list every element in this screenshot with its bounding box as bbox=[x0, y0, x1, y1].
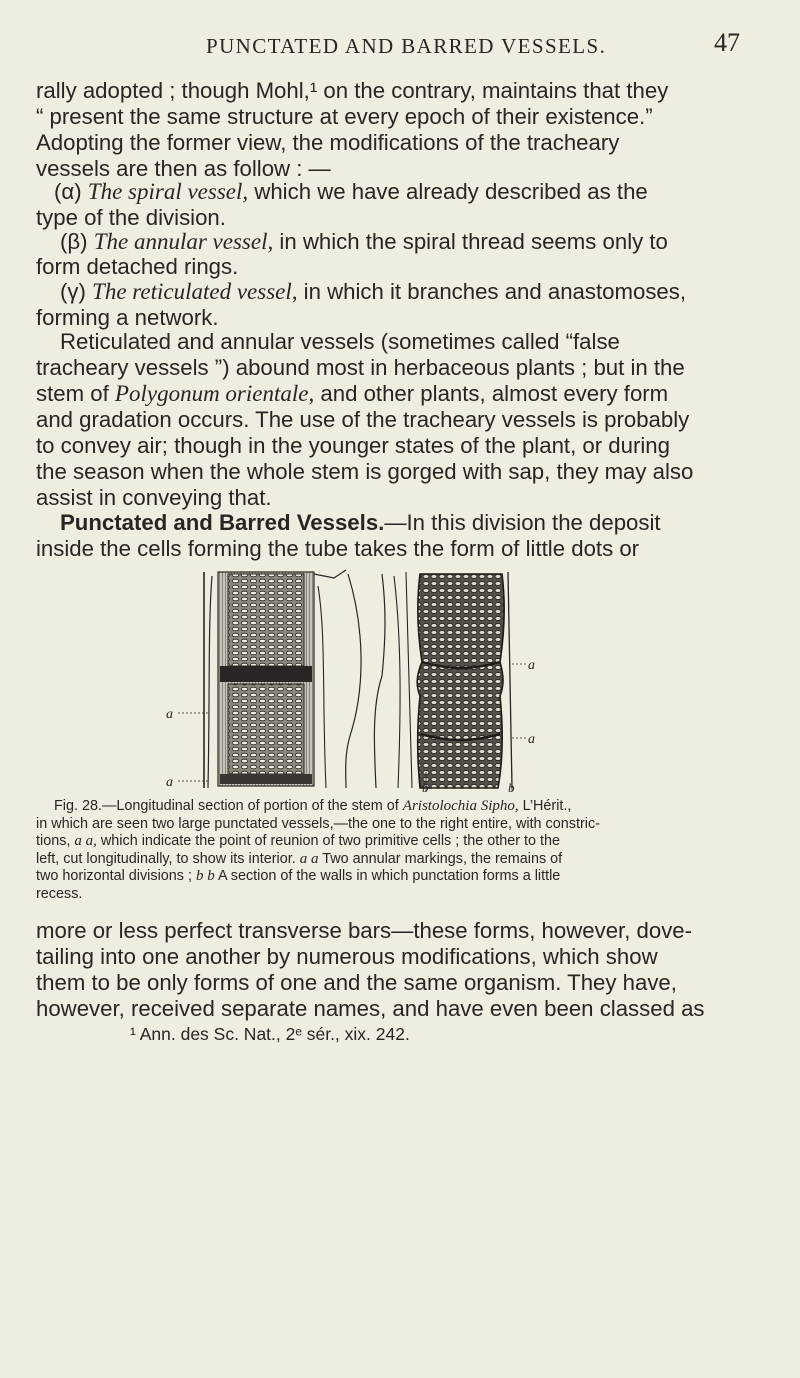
text-span: which we have already described as the bbox=[254, 179, 648, 204]
list-marker: (α) bbox=[54, 179, 82, 204]
text-span: in which it branches and anastomoses, bbox=[303, 279, 687, 304]
header-title: PUNCTATED AND BARRED VESSELS. bbox=[206, 34, 607, 58]
text-span: Fig. 28.—Longitudinal section of portion of the stem of bbox=[54, 798, 399, 814]
page-number: 47 bbox=[714, 28, 740, 57]
text-span: L’Hérit., bbox=[522, 798, 572, 814]
caption-line bbox=[36, 833, 560, 851]
italic-term: The spiral vessel, bbox=[87, 179, 249, 204]
caption-line: recess. bbox=[36, 885, 83, 902]
italic-term: Polygonum orientale, bbox=[114, 381, 315, 406]
list-item-alpha bbox=[54, 179, 648, 205]
caption-line bbox=[36, 868, 560, 886]
text-span: A section of the walls in which punctation forms a little bbox=[217, 868, 561, 884]
list-marker: (γ) bbox=[60, 279, 86, 304]
label-b-right: b bbox=[508, 780, 515, 794]
label-b-left: b bbox=[422, 780, 429, 794]
italic-term: The reticulated vessel, bbox=[92, 279, 298, 304]
text-line: assist in conveying that. bbox=[36, 485, 272, 510]
text-span: stem of bbox=[36, 381, 109, 406]
text-line: and gradation occurs. The use of the tracheary vessels is probably bbox=[36, 407, 690, 432]
label-a-right-upper: a bbox=[528, 658, 535, 673]
label-a-left-lower: a bbox=[166, 775, 173, 790]
left-vessel-upper-punctation bbox=[228, 574, 304, 666]
text-span: left, cut longitudinally, to show its interior. bbox=[36, 850, 296, 867]
figure-28-illustration bbox=[150, 566, 680, 794]
text-span: tions, bbox=[36, 833, 71, 849]
text-span: two horizontal divisions ; bbox=[36, 868, 192, 884]
text-line: the season when the whole stem is gorged with sap, they may also bbox=[36, 459, 694, 484]
text-line bbox=[36, 381, 668, 407]
text-line: inside the cells forming the tube takes the form of little dots or bbox=[36, 536, 640, 561]
caption-line bbox=[54, 798, 571, 816]
caption-line: in which are seen two large punctated vessels,—the one to the right entire, with constric- bbox=[36, 815, 600, 832]
vessel-engraving bbox=[150, 566, 680, 794]
text-span: Two annular markings, the remains of bbox=[322, 850, 563, 867]
text-line: form detached rings. bbox=[36, 254, 239, 279]
italic-term: a a bbox=[299, 850, 319, 867]
text-line: type of the division. bbox=[36, 205, 226, 230]
italic-term: a a, bbox=[74, 833, 97, 849]
text-span: and other plants, almost every form bbox=[320, 381, 669, 406]
label-a-left-upper: a bbox=[166, 707, 173, 722]
italic-term: The annular vessel, bbox=[93, 229, 274, 254]
list-marker: (β) bbox=[60, 229, 88, 254]
text-line: more or less perfect transverse bars—these forms, however, dove- bbox=[36, 918, 693, 943]
text-line: tracheary vessels ”) abound most in herbaceous plants ; but in the bbox=[36, 355, 685, 380]
running-header bbox=[36, 28, 740, 64]
left-vessel-lower-punctation bbox=[228, 684, 304, 774]
text-span: which indicate the point of reunion of two primitive cells ; the other to the bbox=[100, 833, 561, 849]
section-heading: Punctated and Barred Vessels. bbox=[60, 510, 385, 535]
caption-line bbox=[36, 851, 562, 869]
list-item-gamma bbox=[60, 279, 686, 305]
footnote: ¹ Ann. des Sc. Nat., 2ᵉ sér., xix. 242. bbox=[130, 1024, 410, 1044]
text-line: however, received separate names, and have even been classed as bbox=[36, 996, 705, 1021]
italic-term: Aristolochia Sipho, bbox=[402, 798, 519, 814]
text-span: in which the spiral thread seems only to bbox=[279, 229, 668, 254]
text-line: tailing into one another by numerous modifications, which show bbox=[36, 944, 658, 969]
text-line: Reticulated and annular vessels (sometimes called “false bbox=[60, 329, 620, 354]
right-vessel-entire bbox=[417, 574, 504, 788]
list-item-beta bbox=[60, 229, 668, 255]
text-line: Adopting the former view, the modifications of the tracheary bbox=[36, 130, 620, 155]
text-line: to convey air; though in the younger states of the plant, or during bbox=[36, 433, 670, 458]
text-line: “ present the same structure at every epoch of their existence.” bbox=[36, 104, 653, 129]
left-vessel-division-band bbox=[220, 666, 312, 682]
italic-term: b b bbox=[195, 868, 215, 884]
text-line: rally adopted ; though Mohl,¹ on the contrary, maintains that they bbox=[36, 78, 669, 103]
text-line: forming a network. bbox=[36, 305, 219, 330]
section-heading-line bbox=[60, 510, 661, 536]
text-line: vessels are then as follow : — bbox=[36, 156, 331, 181]
text-span: —In this division the deposit bbox=[384, 510, 661, 535]
label-a-right-lower: a bbox=[528, 732, 535, 747]
text-line: them to be only forms of one and the same organism. They have, bbox=[36, 970, 677, 995]
